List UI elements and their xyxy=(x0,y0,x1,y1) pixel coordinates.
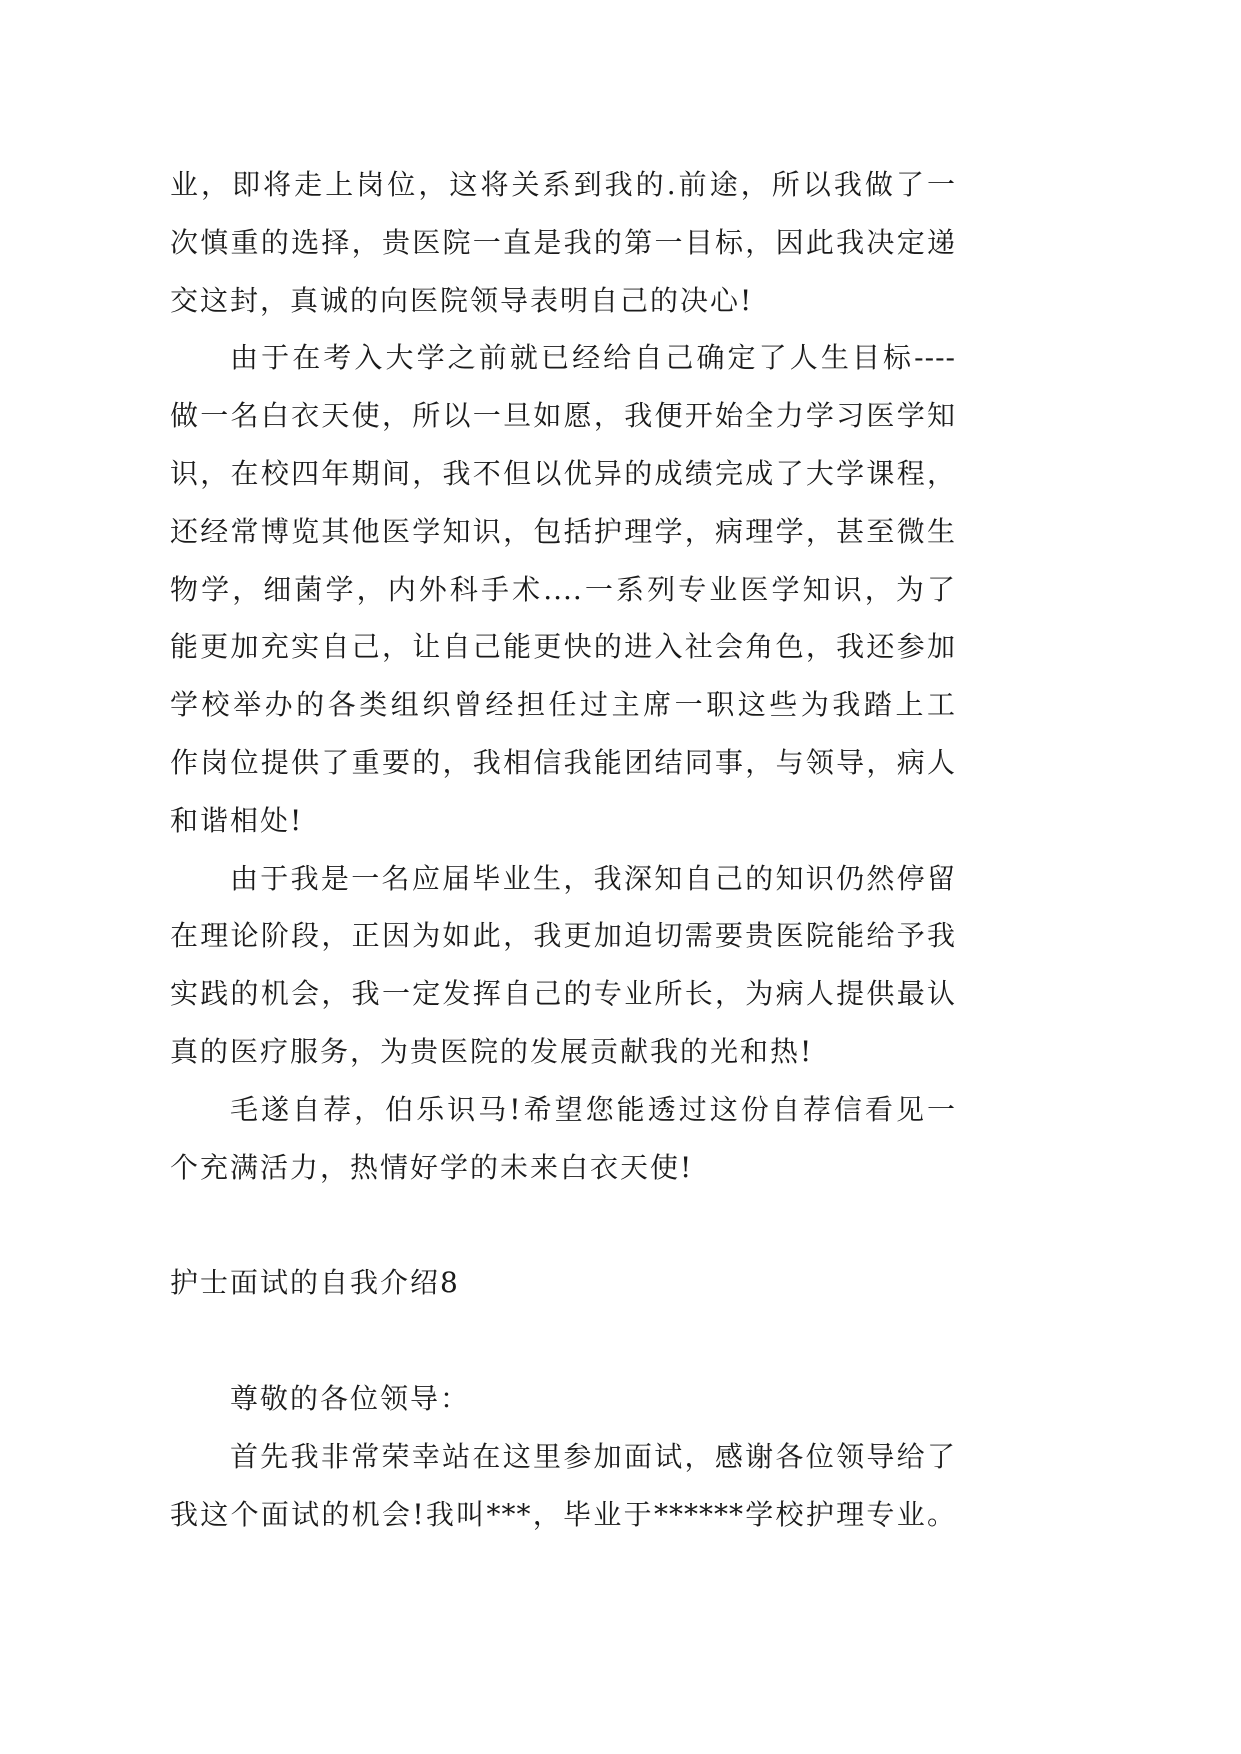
text-line: 由于在考入大学之前就已经给自己确定了人生目标---- xyxy=(230,341,956,374)
text-line: 由于我是一名应届毕业生，我深知自己的知识仍然停留 xyxy=(230,862,956,895)
text-line: 个充满活力，热情好学的未来白衣天使! xyxy=(170,1151,694,1184)
text-line: 业，即将走上岗位，这将关系到我的.前途，所以我做了一 xyxy=(170,168,956,201)
text-line: 还经常博览其他医学知识，包括护理学，病理学，甚至微生 xyxy=(170,515,956,548)
salutation: 尊敬的各位领导： xyxy=(230,1382,471,1415)
text-line: 学校举办的各类组织曾经担任过主席一职这些为我踏上工 xyxy=(170,688,956,721)
text-line: 和谐相处! xyxy=(170,804,304,837)
text-line: 物学，细菌学，内外科手术....一系列专业医学知识，为了 xyxy=(170,573,956,606)
text-line: 我这个面试的机会!我叫***，毕业于******学校护理专业。 xyxy=(170,1498,956,1531)
text-line: 毛遂自荐，伯乐识马!希望您能透过这份自荐信看见一 xyxy=(230,1093,956,1126)
text-line: 作岗位提供了重要的，我相信我能团结同事，与领导，病人 xyxy=(170,746,956,779)
text-line: 识，在校四年期间，我不但以优异的成绩完成了大学课程， xyxy=(170,457,956,490)
section-heading: 护士面试的自我介绍8 xyxy=(170,1266,460,1299)
text-line: 做一名白衣天使，所以一旦如愿，我便开始全力学习医学知 xyxy=(170,399,956,432)
text-line: 首先我非常荣幸站在这里参加面试，感谢各位领导给了 xyxy=(230,1440,956,1473)
text-line: 能更加充实自己，让自己能更快的进入社会角色，我还参加 xyxy=(170,630,956,663)
text-line: 次慎重的选择，贵医院一直是我的第一目标，因此我决定递 xyxy=(170,226,956,259)
text-line: 真的医疗服务，为贵医院的发展贡献我的光和热! xyxy=(170,1035,814,1068)
text-line: 实践的机会，我一定发挥自己的专业所长，为病人提供最认 xyxy=(170,977,956,1010)
text-line: 交这封，真诚的向医院领导表明自己的决心! xyxy=(170,284,754,317)
text-line: 在理论阶段，正因为如此，我更加迫切需要贵医院能给予我 xyxy=(170,919,956,952)
